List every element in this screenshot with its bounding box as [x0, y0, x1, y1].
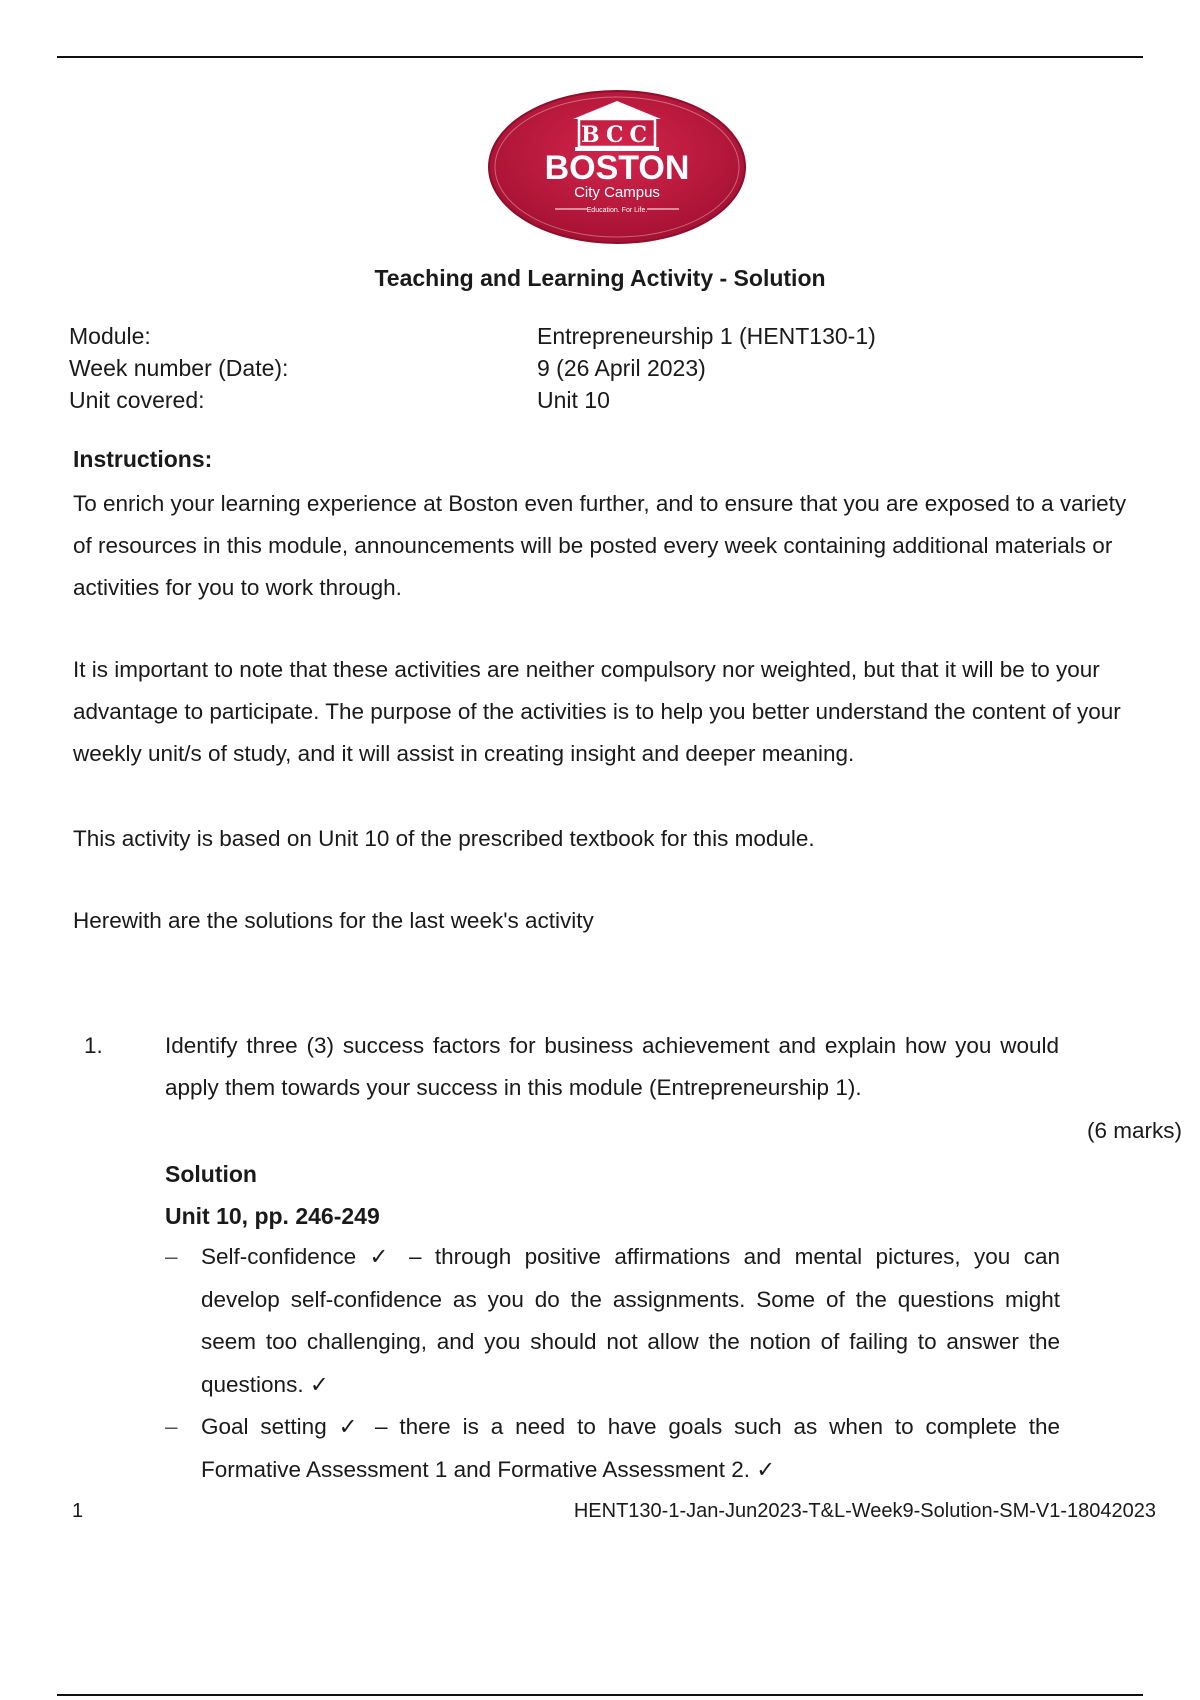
- solution-title: Solution: [165, 1161, 257, 1187]
- logo-name: BOSTON: [544, 149, 690, 187]
- list-item: [165, 1406, 1060, 1491]
- module-value: Entrepreneurship 1 (HENT130-1): [537, 323, 876, 349]
- instructions-paragraph: This activity is based on Unit 10 of the prescribed textbook for this module.: [73, 826, 815, 851]
- week-label: Week number (Date):: [69, 355, 289, 381]
- instructions-paragraph: To enrich your learning experience at Boston even further, and to ensure that you are exposed to a variety of resources in this module, announcements will be posted every week containing additional materials or activities for you to work through.: [73, 491, 1127, 600]
- top-rule: [57, 56, 1143, 58]
- unit-label: Unit covered:: [69, 387, 205, 413]
- question-text: Identify three (3) success factors for business achievement and explain how you would apply them towards your success in this module (Entrepreneurship 1).: [165, 1033, 1059, 1100]
- question-marks: (6 marks): [1087, 1118, 1182, 1143]
- instructions-title: Instructions:: [73, 446, 213, 472]
- question-number: 1.: [84, 1033, 103, 1058]
- boston-logo: [487, 89, 747, 245]
- list-item: [165, 1236, 1060, 1406]
- document-code: HENT130-1-Jan-Jun2023-T&L-Week9-Solution-SM-V1-18042023: [573, 1500, 1156, 1522]
- unit-value: Unit 10: [537, 387, 610, 413]
- bottom-rule: [57, 1694, 1143, 1696]
- instructions-paragraph: It is important to note that these activities are neither compulsory nor weighted, but that it will be to your advantage to participate. The purpose of the activities is to help you better understand the content of your weekly unit/s of study, and it will assist in creating insight and deeper meaning.: [73, 657, 1121, 766]
- week-value: 9 (26 April 2023): [537, 355, 706, 381]
- page-title: Teaching and Learning Activity - Solution: [374, 265, 826, 291]
- list-item-text: Self-confidence ✓ – through positive affirmations and mental pictures, you can develop self-confidence as you do the assignments. Some of the questions might seem too challenging, and you should not allow the notion of failing to answer the questions. ✓: [201, 1244, 1060, 1397]
- page-number: 1: [72, 1500, 84, 1522]
- module-label: Module:: [69, 323, 151, 349]
- logo-letters: BCC: [580, 122, 654, 148]
- list-item-text: Goal setting ✓ – there is a need to have goals such as when to complete the Formative Assessment 1 and Formative Assessment 2. ✓: [201, 1414, 1060, 1482]
- solution-list: [165, 1236, 1060, 1491]
- logo-subtitle: City Campus: [574, 184, 660, 201]
- logo-tagline: Education. For Life.: [586, 207, 648, 214]
- instructions-paragraph: Herewith are the solutions for the last week's activity: [73, 908, 594, 933]
- dash-marker: –: [165, 1244, 178, 1269]
- dash-marker: –: [165, 1414, 178, 1439]
- solution-reference: Unit 10, pp. 246-249: [165, 1203, 380, 1229]
